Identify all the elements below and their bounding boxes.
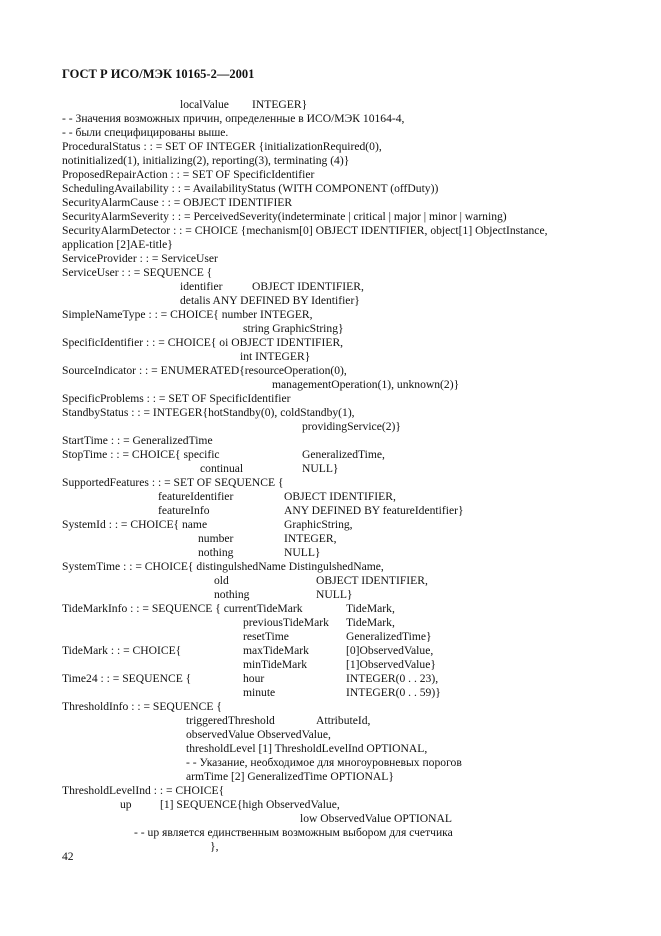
text-line: INTEGER(0 . . 23), — [346, 672, 439, 685]
text-line: string GraphicString} — [243, 322, 344, 335]
text-line: SourceIndicator : : = ENUMERATED{resourceOperation(0), — [62, 364, 347, 377]
text-line: low ObservedValue OPTIONAL — [300, 812, 452, 825]
text-line: INTEGER, — [284, 532, 337, 545]
text-line: OBJECT IDENTIFIER, — [316, 574, 428, 587]
text-line: [1]ObservedValue} — [346, 658, 436, 671]
text-line: application [2]AE-title} — [62, 238, 173, 251]
text-line: SupportedFeatures : : = SET OF SEQUENCE { — [62, 476, 284, 489]
text-line: providingService(2)} — [302, 420, 401, 433]
text-line: observedValue ObservedValue, — [186, 728, 331, 741]
text-line: OBJECT IDENTIFIER, — [252, 280, 364, 293]
text-line: minute — [243, 686, 276, 699]
text-line: Time24 : : = SEQUENCE { — [62, 672, 192, 685]
text-line: previousTideMark — [243, 616, 329, 629]
text-line: SchedulingAvailability : : = AvailabilityStatus (WITH COMPONENT (offDuty)) — [62, 182, 439, 195]
text-line: SecurityAlarmDetector : : = CHOICE {mechanism[0] OBJECT IDENTIFIER, object[1] ObjectInstance, — [62, 224, 548, 237]
text-line: continual — [200, 462, 244, 475]
text-line: SecurityAlarmSeverity : : = PerceivedSeverity(indeterminate | critical | major | minor | warning) — [62, 210, 507, 223]
text-line: StandbyStatus : : = INTEGER{hotStandby(0), coldStandby(1), — [62, 406, 355, 419]
text-line: thresholdLevel [1] ThresholdLevelInd OPTIONAL, — [186, 742, 428, 755]
text-line: int INTEGER} — [240, 350, 311, 363]
text-line: TideMark : : = CHOICE{ — [62, 644, 182, 657]
text-line: detalis ANY DEFINED BY Identifier} — [180, 294, 360, 307]
document-header: ГОСТ Р ИСО/МЭК 10165-2—2001 — [62, 67, 255, 81]
text-line: nothing — [214, 588, 250, 601]
text-line: SystemTime : : = CHOICE{ distingulshedName DistingulshedName, — [62, 560, 384, 573]
text-line: nothing — [198, 546, 234, 559]
text-line: old — [214, 574, 229, 587]
text-line: GeneralizedTime, — [302, 448, 385, 461]
text-line: SecurityAlarmCause : : = OBJECT IDENTIFIER — [62, 196, 293, 209]
text-line: up — [120, 798, 132, 811]
text-line: ProceduralStatus : : = SET OF INTEGER {initializationRequired(0), — [62, 140, 382, 153]
text-line: StopTime : : = CHOICE{ specific — [62, 448, 220, 461]
text-line: ProposedRepairAction : : = SET OF SpecificIdentifier — [62, 168, 315, 181]
text-line: OBJECT IDENTIFIER, — [284, 490, 396, 503]
text-line: - - Значения возможных причин, определенные в ИСО/МЭК 10164-4, — [62, 112, 405, 125]
text-line: - - были специфицированы выше. — [62, 126, 229, 139]
text-line: SystemId : : = CHOICE{ name — [62, 518, 208, 531]
text-line: managementOperation(1), unknown(2)} — [272, 378, 460, 391]
text-line: TideMark, — [346, 602, 395, 615]
text-line: resetTime — [243, 630, 289, 643]
text-line: SimpleNameType : : = CHOICE{ number INTEGER, — [62, 308, 313, 321]
text-line: INTEGER(0 . . 59)} — [346, 686, 441, 699]
text-line: INTEGER} — [252, 98, 308, 111]
text-line: }, — [210, 840, 219, 853]
text-line: featureIdentifier — [158, 490, 234, 503]
text-line: SpecificProblems : : = SET OF SpecificIdentifier — [62, 392, 291, 405]
text-line: hour — [243, 672, 265, 685]
text-line: notinitialized(1), initializing(2), reporting(3), terminating (4)} — [62, 154, 350, 167]
text-line: ThresholdLevelInd : : = CHOICE{ — [62, 784, 225, 797]
text-line: ServiceProvider : : = ServiceUser — [62, 252, 218, 265]
text-line: maxTideMark — [243, 644, 309, 657]
text-line: - - up является единственным возможным выбором для счетчика — [134, 826, 453, 839]
text-line: GraphicString, — [284, 518, 353, 531]
text-line: - - Указание, необходимое для многоуровневых порогов — [186, 756, 462, 769]
text-line: ThresholdInfo : : = SEQUENCE { — [62, 700, 222, 713]
text-line: NULL} — [316, 588, 353, 601]
text-line: ServiceUser : : = SEQUENCE { — [62, 266, 213, 279]
text-line: SpecificIdentifier : : = CHOICE{ oi OBJECT IDENTIFIER, — [62, 336, 344, 349]
text-line: GeneralizedTime} — [346, 630, 432, 643]
text-line: identifier — [180, 280, 223, 293]
text-line: AttributeId, — [316, 714, 371, 727]
text-line: [1] SEQUENCE{high ObservedValue, — [160, 798, 340, 811]
text-line: number — [198, 532, 234, 545]
text-line: NULL} — [284, 546, 321, 559]
text-line: armTime [2] GeneralizedTime OPTIONAL} — [186, 770, 394, 783]
text-line: minTideMark — [243, 658, 307, 671]
text-line: triggeredThreshold — [186, 714, 275, 727]
text-line: StartTime : : = GeneralizedTime — [62, 434, 213, 447]
text-line: TideMarkInfo : : = SEQUENCE { currentTideMark — [62, 602, 303, 615]
text-line: localValue — [180, 98, 229, 111]
text-line: ANY DEFINED BY featureIdentifier} — [284, 504, 464, 517]
text-line: TideMark, — [346, 616, 395, 629]
text-line: [0]ObservedValue, — [346, 644, 434, 657]
text-line: featureInfo — [158, 504, 210, 517]
page-number: 42 — [62, 850, 74, 863]
text-line: NULL} — [302, 462, 339, 475]
